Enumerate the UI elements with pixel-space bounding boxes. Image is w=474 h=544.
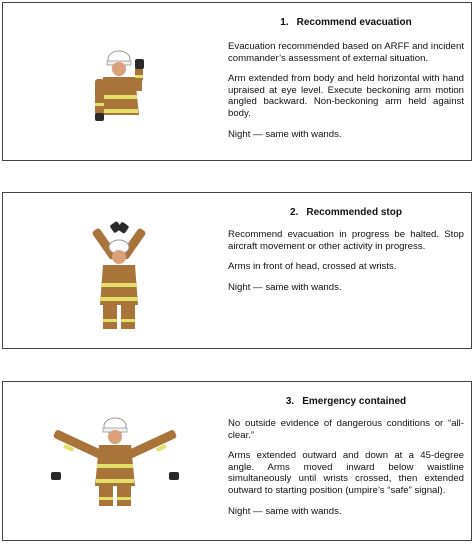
firefighter-figure-contained — [43, 382, 203, 540]
signal-description — [228, 418, 464, 526]
firefighter-figure-evacuate — [43, 3, 203, 160]
signal-card-1 — [2, 2, 472, 161]
signal-number: 2. — [290, 207, 299, 218]
signal-title — [228, 396, 464, 407]
signal-card-2 — [2, 192, 472, 349]
paragraph-night: Night — same with wands. — [228, 281, 342, 293]
paragraph-night: Night — same with wands. — [228, 128, 342, 140]
signal-card-3 — [2, 381, 472, 541]
signal-title — [228, 207, 464, 218]
signal-title-text: Emergency contained — [302, 396, 407, 407]
paragraph-motion: Arms extended outward and down at a 45-degree angle. Arms moved inward below waistline simultaneously until wrists crossed, then extended outward to starting position (umpire’s “safe” signal). — [228, 450, 464, 496]
paragraph-purpose: No outside evidence of dangerous conditions or “all-clear.” — [228, 418, 464, 441]
paragraph-night: Night — same with wands. — [228, 505, 342, 517]
signal-number: 3. — [285, 396, 295, 407]
signal-title — [228, 17, 464, 28]
firefighter-figure-stop — [43, 193, 203, 348]
paragraph-purpose: Evacuation recommended based on ARFF and incident commander’s assessment of external situation. — [228, 41, 464, 64]
signal-description — [228, 41, 464, 149]
signal-title-text: Recommend evacuation — [296, 17, 412, 28]
paragraph-motion: Arm extended from body and held horizontal with hand upraised at eye level. Execute beckoning arm motion angled backward. Non-beckoning arm held against body. — [228, 73, 464, 119]
paragraph-purpose: Recommend evacuation in progress be halted. Stop aircraft movement or other activity in progress. — [228, 229, 464, 252]
signal-title-text: Recommended stop — [306, 207, 402, 218]
paragraph-motion: Arms in front of head, crossed at wrists. — [228, 261, 397, 273]
signal-number: 1. — [280, 17, 289, 28]
signal-description — [228, 229, 464, 302]
